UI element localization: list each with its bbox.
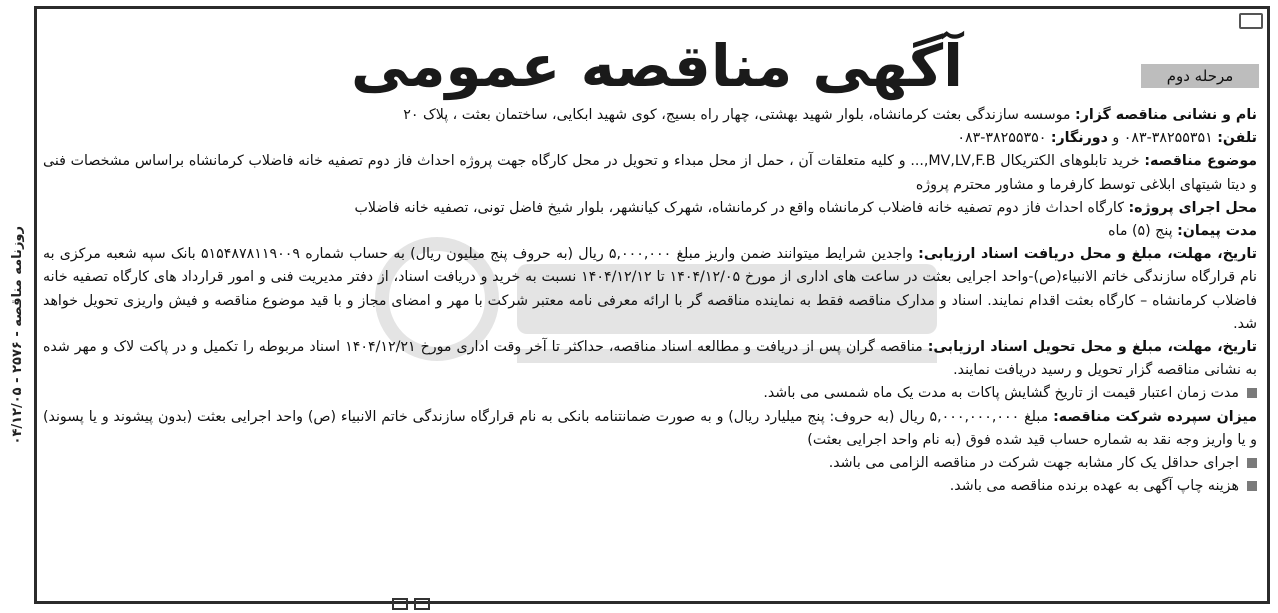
mark-box [392, 598, 408, 610]
line-text: واجدین شرایط میتوانند ضمن واریز مبلغ ۵,۰۰۰,۰۰۰ ریال (به حروف پنج میلیون ریال) به حساب شماره ۵۱۵۴۸۷۸۱۱۹۰۰۹ بانک سپه شعبه مرکزی به نام قرارگاه سازندگی خاتم الانبیاء(ص)-واحد اجرایی بعثت در ساعت های اداری از مورخ ۱۴۰۴/۱۲/۰۵ تا ۱۴۰۴/۱۲/۱۲ نسبت به خرید و دریافت اسناد، از دفتر مدیریت فنی و امور قرارداد های کارگاه تصفیه خانه فاضلاب کرمانشاه – کارگاه بعثت اقدام نمایند. اسناد و مدارک مناقصه فقط به نماینده مناقصه گر با ارائه معرفی نامه معتبر شرکت با مهر و امضای مجاز و با قید موضوع مناقصه و فیش واریزی تحویل خواهد شد. [43, 246, 1258, 332]
bullet-square-icon [1247, 388, 1257, 398]
document-receipt-line [43, 243, 1257, 336]
fax-label: دورنگار: [1050, 130, 1108, 147]
line-label: تاریخ، مهلت، مبلغ و محل دریافت اسناد ارزیابی: [918, 246, 1257, 263]
line-label: نام و نشانی مناقصه گزار: [1075, 107, 1257, 123]
bottom-marks [392, 598, 432, 612]
line-text: مناقصه گران پس از دریافت و مطالعه اسناد مناقصه، حداکثر تا آخر وقت اداری مورخ ۱۴۰۴/۱۲/۲۱ اسناد مربوطه را تکمیل و در پاکت لاک و مهر شده به نشانی مناقصه گزار تحویل و رسید دریافت نمایند. [43, 339, 1257, 379]
newspaper-side-note [4, 180, 30, 490]
line-text: پنج (۵) ماه [1108, 223, 1178, 240]
ad-title: آگهی مناقصه عمومی [350, 32, 964, 100]
line-label: تاریخ، مهلت، مبلغ و محل تحویل اسناد ارزیابی: [927, 339, 1257, 356]
contract-duration-line [43, 220, 1257, 243]
line-label: موضوع مناقصه: [1144, 153, 1257, 170]
line-label: مدت پیمان: [1177, 223, 1257, 240]
line-text: مبلغ ۵,۰۰۰,۰۰۰,۰۰۰ ریال (به حروف: پنج میلیارد ریال) و به صورت ضمانتنامه بانکی به نام قرارگاه سازندگی خاتم الانبیاء (ص) واحد اجرایی بعثت (بدون پیشوند و یا پسوند) و یا واریز وجه نقد به شماره حساب قید شده فوق (به نام واحد اجرایی بعثت) [43, 408, 1257, 448]
ad-frame [34, 6, 1270, 604]
line-label: محل اجرای پروژه: [1128, 199, 1257, 216]
line-label: میزان سپرده شرکت مناقصه: [1053, 408, 1257, 425]
phone-text: ۳۸۲۵۵۳۵۱-۰۸۳ و [1107, 130, 1218, 147]
line-text: کارگاه احداث فاز دوم تصفیه خانه فاضلاب کرمانشاه واقع در کرمانشاه، شهرک کیانشهر، بلوار شیخ فاضل تونی، تصفیه خانه فاضلاب [354, 199, 1129, 216]
bullet-item [43, 382, 1257, 405]
bullet-square-icon [1247, 458, 1257, 468]
bullet-item [43, 475, 1257, 498]
ad-body [43, 104, 1257, 498]
line-text: موسسه سازندگی بعثت کرمانشاه، بلوار شهید بهشتی، چهار راه بسیج، کوی شهید ابکایی، ساختمان بعثت ، پلاک ۲۰ [403, 107, 1076, 123]
document-delivery-line [43, 336, 1257, 382]
bullet-item [43, 452, 1257, 475]
bullet-square-icon [1247, 481, 1257, 491]
corner-mark [1239, 13, 1263, 29]
project-location-line [43, 197, 1257, 220]
tender-subject-line [43, 150, 1257, 196]
side-note-text: روزنامه مناقصه - ۲۵۷۶ - ۰۴/۱۲/۰۵ [9, 225, 25, 445]
bullet-text: اجرای حداقل یک کار مشابه جهت شرکت در مناقصه الزامی می باشد. [828, 455, 1239, 472]
phone-line [43, 127, 1257, 150]
phone-label: تلفن: [1217, 130, 1257, 147]
stage-badge: مرحله دوم [1141, 64, 1259, 88]
deposit-line [43, 406, 1257, 452]
bullet-text: مدت زمان اعتبار قیمت از تاریخ گشایش پاکات به مدت یک ماه شمسی می باشد. [763, 385, 1239, 402]
tender-organizer-line [43, 104, 1257, 127]
line-text: خرید تابلوهای الکتریکال MV,LV,F.B,... و کلیه متعلقات آن ، حمل از محل مبداء و تحویل در محل کارگاه جهت پروژه احداث فاز دوم تصفیه خانه فاضلاب کرمانشاه براساس مشخصات فنی و دیتا شیتهای ابلاغی توسط کارفرما و مشاور محترم پروژه [43, 153, 1257, 193]
mark-box [414, 598, 430, 610]
fax-text: ۳۸۲۵۵۳۵۰-۰۸۳ [957, 130, 1051, 147]
bullet-text: هزینه چاپ آگهی به عهده برنده مناقصه می باشد. [949, 478, 1239, 495]
